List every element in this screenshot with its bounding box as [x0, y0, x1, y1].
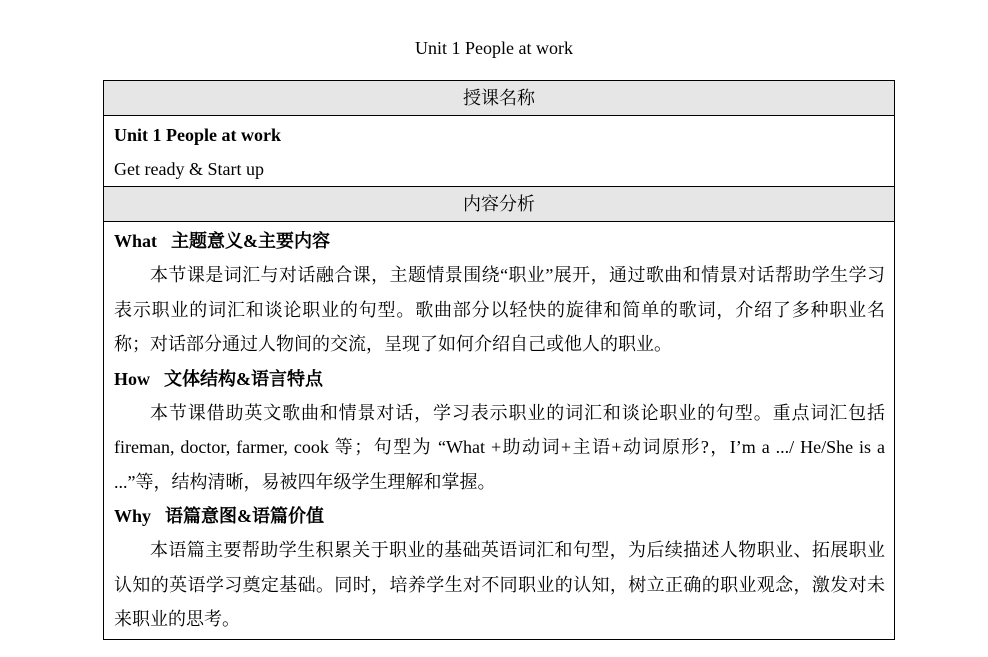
what-label: What	[114, 231, 158, 251]
lesson-name-header: 授课名称	[104, 81, 895, 116]
content-analysis-cell	[104, 222, 895, 640]
why-label: Why	[114, 506, 152, 526]
why-heading	[114, 499, 885, 533]
why-paragraph: 本语篇主要帮助学生积累关于职业的基础英语词汇和句型，为后续描述人物职业、拓展职业认知的英语学习奠定基础。同时，培养学生对不同职业的认知，树立正确的职业观念，激发对未来职业的思考。	[114, 540, 885, 629]
content-analysis-header: 内容分析	[104, 187, 895, 222]
how-heading-text: 文体结构&语言特点	[164, 368, 323, 389]
document-title: Unit 1 People at work	[415, 38, 573, 58]
how-heading	[114, 362, 885, 396]
why-heading-text: 语篇意图&语篇价值	[165, 506, 325, 526]
how-label: How	[114, 368, 150, 389]
lesson-table	[103, 80, 895, 640]
how-paragraph: 本节课借助英文歌曲和情景对话，学习表示职业的词汇和谈论职业的句型。重点词汇包括 fireman, doctor, farmer, cook 等；句型为 “What +助动词+主语+动词原形?，I’m a .../ He/She is a ...”等，结构清晰，易被四年级学生理解和掌握。	[114, 402, 885, 492]
what-heading	[114, 224, 885, 258]
unit-title: Unit 1 People at work	[114, 125, 281, 145]
lesson-part: Get ready & Start up	[114, 159, 264, 179]
what-paragraph: 本节课是词汇与对话融合课，主题情景围绕“职业”展开，通过歌曲和情景对话帮助学生学习表示职业的词汇和谈论职业的句型。歌曲部分以轻快的旋律和简单的歌词，介绍了多种职业名称；对话部分通过人物间的交流，呈现了如何介绍自己或他人的职业。	[114, 265, 885, 354]
lesson-name-cell	[104, 116, 895, 187]
what-heading-text: 主题意义&主要内容	[171, 231, 331, 251]
